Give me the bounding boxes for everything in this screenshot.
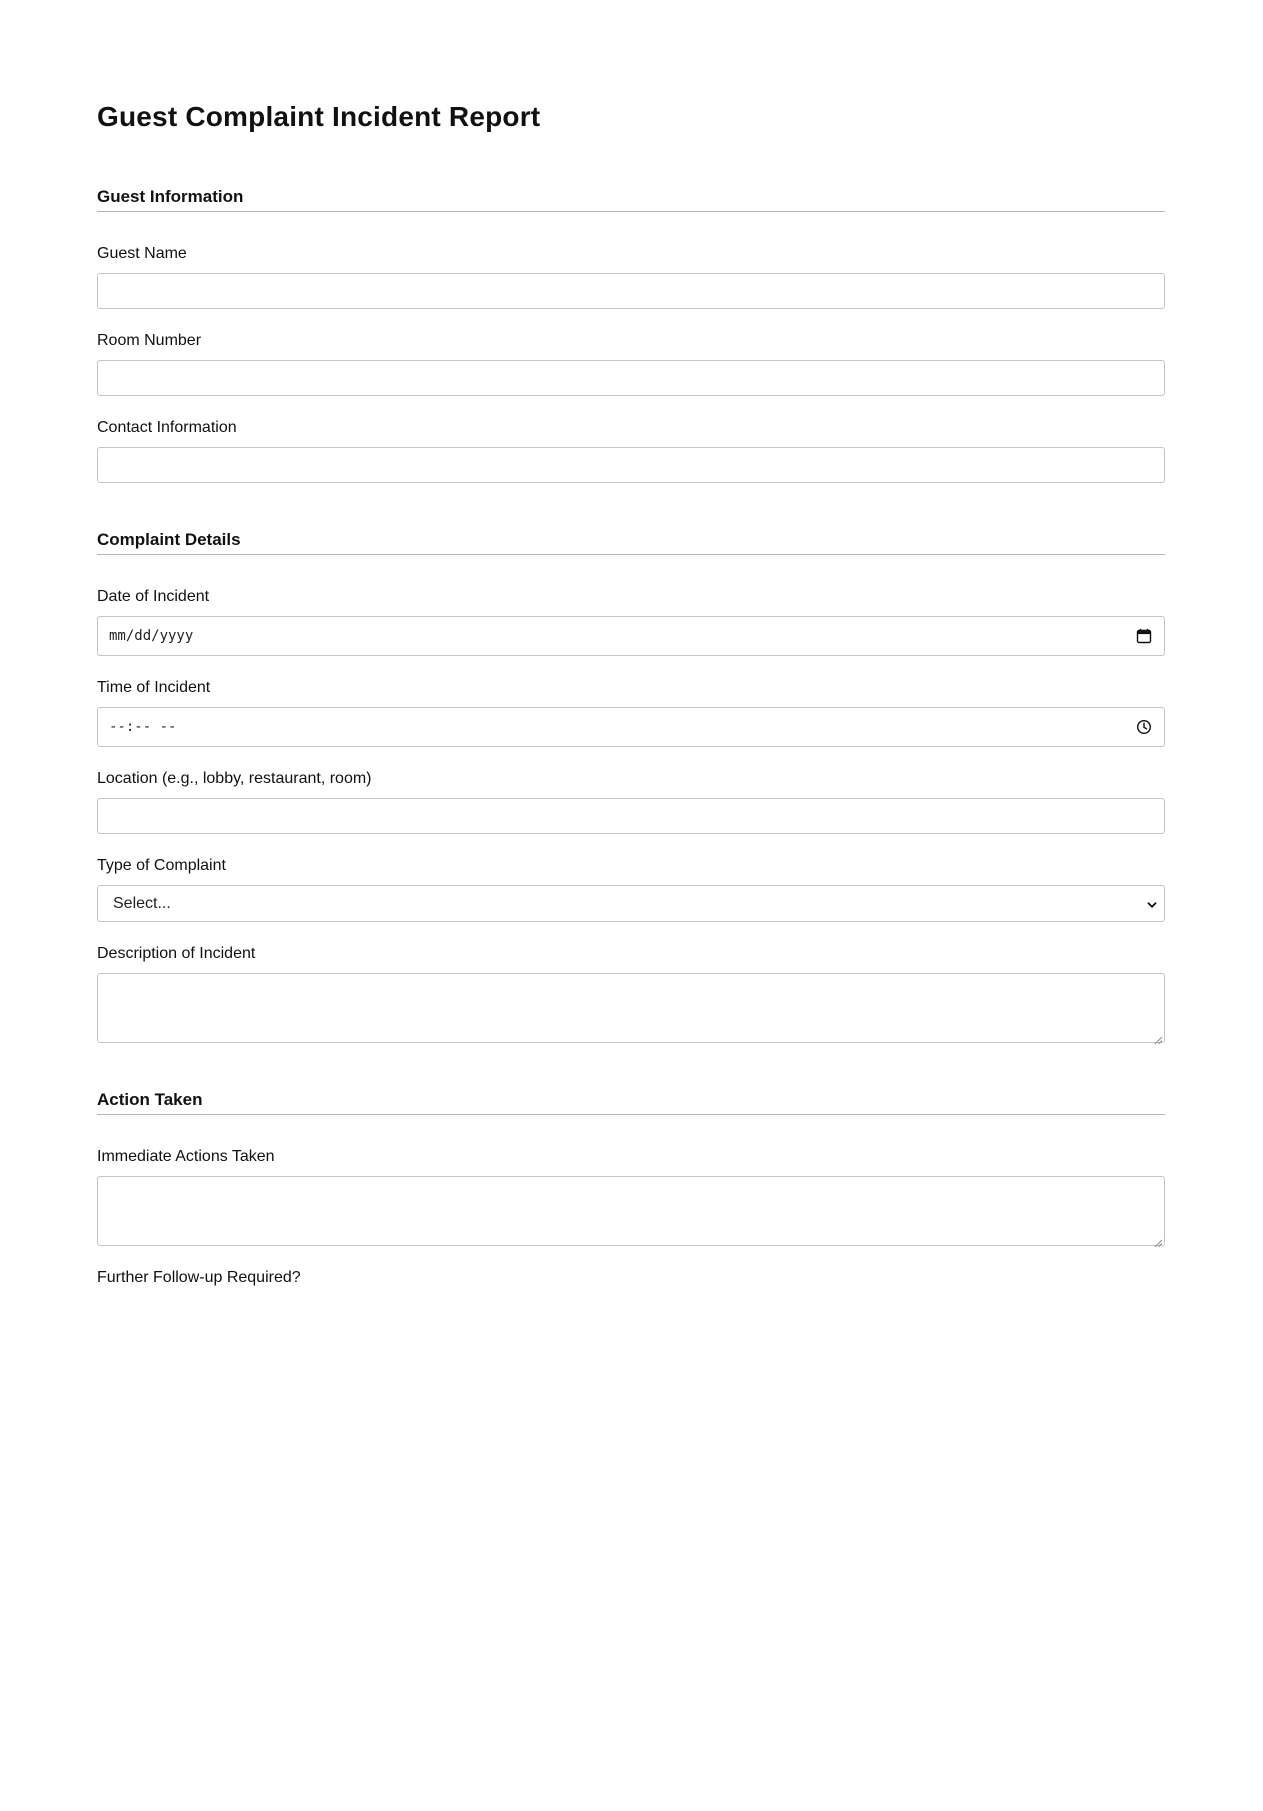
room-number-input[interactable] (97, 360, 1165, 396)
type-of-complaint-label: Type of Complaint (97, 857, 226, 874)
time-placeholder: --:-- -- (109, 719, 177, 735)
immediate-actions-label: Immediate Actions Taken (97, 1148, 275, 1165)
date-of-incident-input[interactable] (97, 616, 1165, 656)
action-taken-fields (97, 1115, 1165, 1297)
section-complaint-details (97, 529, 1165, 1043)
field-contact-information (97, 418, 1165, 483)
complaint-details-fields (97, 555, 1165, 1043)
resize-handle-icon[interactable] (1154, 1032, 1163, 1041)
field-location (97, 769, 1165, 834)
section-title-complaint-details: Complaint Details (97, 529, 1165, 555)
field-immediate-actions (97, 1147, 1165, 1246)
clock-icon[interactable] (1136, 719, 1152, 735)
date-placeholder: mm/dd/yyyy (109, 628, 194, 644)
incident-report-form (97, 0, 1165, 1297)
page-title: Guest Complaint Incident Report (97, 101, 541, 132)
chevron-down-icon (1146, 898, 1158, 910)
description-of-incident-textarea[interactable] (97, 973, 1165, 1043)
field-description-of-incident (97, 944, 1165, 1043)
time-of-incident-input[interactable] (97, 707, 1165, 747)
type-of-complaint-selected: Select... (113, 894, 171, 912)
guest-information-fields (97, 212, 1165, 483)
description-of-incident-label: Description of Incident (97, 945, 256, 962)
room-number-label: Room Number (97, 332, 202, 349)
time-of-incident-label: Time of Incident (97, 679, 211, 696)
section-action-taken (97, 1089, 1165, 1297)
date-of-incident-label: Date of Incident (97, 588, 210, 605)
field-room-number (97, 331, 1165, 396)
field-guest-name (97, 244, 1165, 309)
immediate-actions-textarea[interactable] (97, 1176, 1165, 1246)
follow-up-required-label: Further Follow-up Required? (97, 1269, 301, 1286)
field-follow-up-required (97, 1268, 1165, 1297)
field-time-of-incident (97, 678, 1165, 747)
section-guest-information (97, 186, 1165, 483)
section-title-action-taken: Action Taken (97, 1089, 1165, 1115)
location-input[interactable] (97, 798, 1165, 834)
type-of-complaint-select[interactable] (97, 885, 1165, 922)
guest-name-label: Guest Name (97, 245, 187, 262)
section-title-guest-information: Guest Information (97, 186, 1165, 212)
location-label: Location (e.g., lobby, restaurant, room) (97, 770, 372, 787)
guest-name-input[interactable] (97, 273, 1165, 309)
contact-information-label: Contact Information (97, 419, 237, 436)
field-type-of-complaint (97, 856, 1165, 922)
contact-information-input[interactable] (97, 447, 1165, 483)
field-date-of-incident (97, 587, 1165, 656)
calendar-icon[interactable] (1136, 628, 1152, 644)
resize-handle-icon[interactable] (1154, 1235, 1163, 1244)
